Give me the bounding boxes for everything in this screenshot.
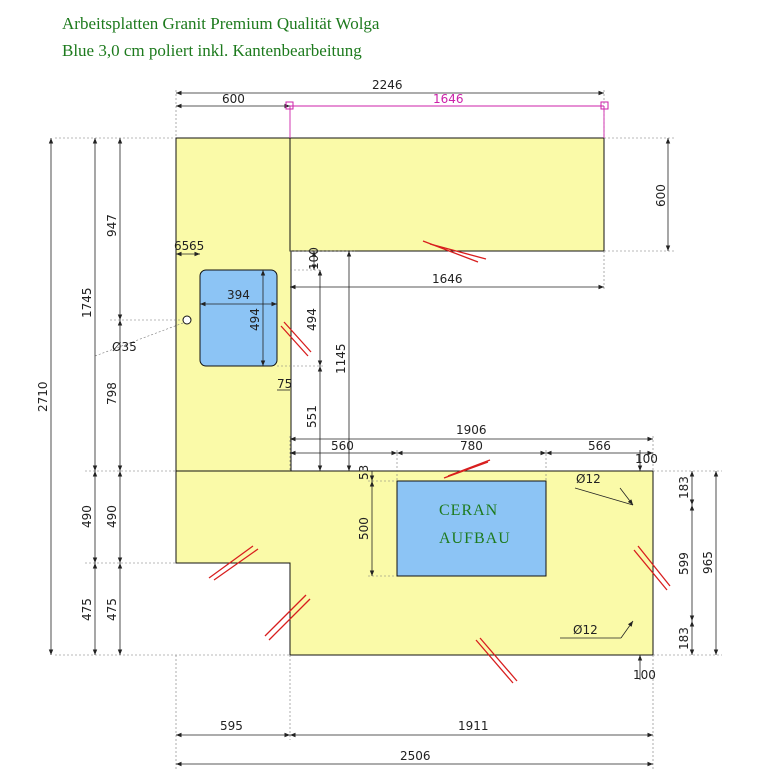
dim-sink-inner-width: 394 [227,288,250,302]
dim-inner-551: 551 [305,405,319,428]
dim-right-100-bottom: 100 [633,668,656,682]
dim-sink-offset-b: 65 [189,239,205,253]
dim-tap-hole: Ø35 [112,340,137,354]
cooktop-label-1: CERAN [439,502,499,519]
sink-cutout [200,270,277,366]
dim-left-798: 798 [105,382,119,405]
dim-mid-566: 566 [588,439,611,453]
countertop-slabs [176,138,653,655]
dim-mid-560: 560 [331,439,354,453]
dim-sink-inner-depth: 494 [248,308,262,331]
cooktop-label-2: AUFBAU [439,530,511,547]
cooktop-cutout [397,481,546,576]
dim-inner-gap: 100 [307,247,321,270]
dim-hole-bottom: Ø12 [573,623,598,637]
dim-right-183-bottom: 183 [677,627,691,650]
dim-right-100-top: 100 [635,452,658,466]
dim-right-599: 599 [677,552,691,575]
dim-top-right-depth: 600 [654,184,668,207]
dim-bottom-595: 595 [220,719,243,733]
dim-bottom-total: 2506 [400,749,431,763]
dim-left-947: 947 [105,214,119,237]
dim-left-total: 2710 [36,381,50,412]
dim-sink-offset-a: 65 [174,239,190,253]
dim-sink-offset-right: 75 [277,377,293,391]
dim-mid-total: 1906 [456,423,487,437]
dim-right-965: 965 [701,551,715,574]
dim-bottom-1911: 1911 [458,719,489,733]
title-line-1: Arbeitsplatten Granit Premium Qualität Wolga [62,14,380,33]
title-line-2: Blue 3,0 cm poliert inkl. Kantenbearbeitung [62,41,362,60]
dim-left-475-b: 475 [105,598,119,621]
slab-top-horizontal [290,138,604,251]
dim-left-475-a: 475 [80,598,94,621]
dim-top-total: 2246 [372,78,403,92]
dim-inner-width: 1646 [432,272,463,286]
dim-top-pink: 1646 [433,92,464,106]
dim-right-183-top: 183 [677,476,691,499]
tap-hole [183,316,191,324]
dim-cooktop-offset-top: 53 [357,464,371,480]
dim-left-490-a: 490 [80,505,94,528]
dim-top-left: 600 [222,92,245,106]
dim-left-490-b: 490 [105,505,119,528]
dim-cooktop-width: 780 [460,439,483,453]
dim-cooktop-depth: 500 [357,517,371,540]
dim-inner-1145: 1145 [334,343,348,374]
dim-inner-494: 494 [305,308,319,331]
dim-left-1745: 1745 [80,287,94,318]
dim-hole-top: Ø12 [576,472,601,486]
